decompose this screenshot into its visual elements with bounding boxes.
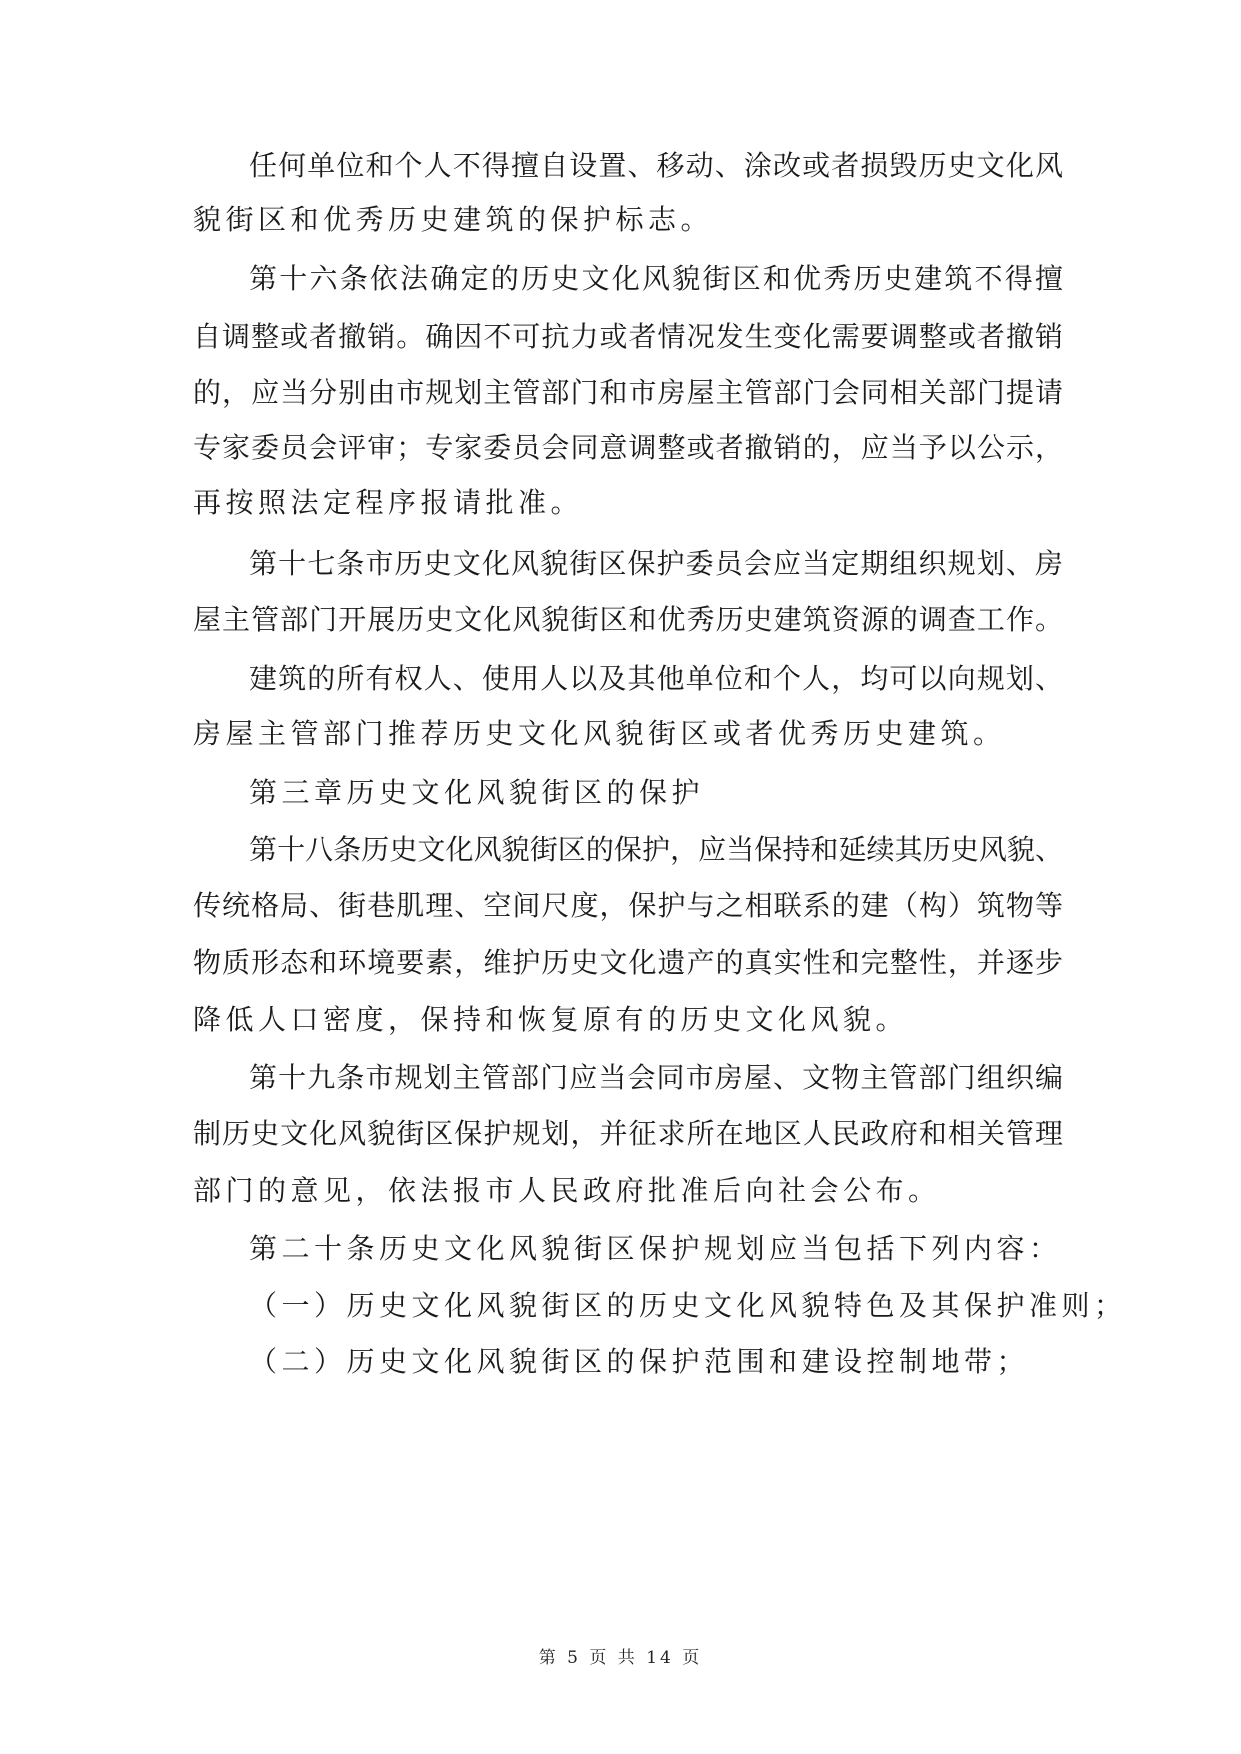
text-line-13: 第十八条历史文化风貌街区的保护，应当保持和延续其历史风貌、 — [249, 833, 1063, 866]
text-line-15: 物质形态和环境要素，维护历史文化遗产的真实性和完整性，并逐步 — [193, 946, 1063, 979]
text-line-21: （一）历史文化风貌街区的历史文化风貌特色及其保护准则； — [249, 1289, 1127, 1322]
text-line-19: 部门的意见，依法报市人民政府批准后向社会公布。 — [193, 1174, 941, 1207]
text-line-20: 第二十条历史文化风貌街区保护规划应当包括下列内容： — [249, 1232, 1062, 1265]
text-line-2: 貌街区和优秀历史建筑的保护标志。 — [193, 203, 714, 236]
text-line-9: 屋主管部门开展历史文化风貌街区和优秀历史建筑资源的调查工作。 — [193, 603, 1063, 636]
text-line-17: 第十九条市规划主管部门应当会同市房屋、文物主管部门组织编 — [249, 1061, 1063, 1094]
text-line-8: 第十七条市历史文化风貌街区保护委员会应当定期组织规划、房 — [249, 547, 1063, 580]
text-line-1: 任何单位和个人不得擅自设置、移动、涂改或者损毁历史文化风 — [249, 149, 1063, 182]
page-number-footer: 第 5 页 共 14 页 — [538, 1648, 703, 1668]
text-line-5: 的，应当分别由市规划主管部门和市房屋主管部门会同相关部门提请 — [193, 376, 1063, 409]
text-line-11: 房屋主管部门推荐历史文化风貌街区或者优秀历史建筑。 — [193, 717, 1006, 750]
text-line-10: 建筑的所有权人、使用人以及其他单位和个人，均可以向规划、 — [249, 662, 1063, 695]
text-line-18: 制历史文化风貌街区保护规划，并征求所在地区人民政府和相关管理 — [193, 1117, 1063, 1150]
text-line-14: 传统格局、街巷肌理、空间尺度，保护与之相联系的建（构）筑物等 — [193, 889, 1063, 922]
text-line-6: 专家委员会评审；专家委员会同意调整或者撤销的，应当予以公示， — [193, 431, 1063, 464]
text-line-4: 自调整或者撤销。确因不可抗力或者情况发生变化需要调整或者撤销 — [193, 320, 1063, 353]
text-line-3: 第十六条依法确定的历史文化风貌街区和优秀历史建筑不得擅 — [249, 262, 1063, 295]
chapter-heading: 第三章历史文化风貌街区的保护 — [249, 776, 705, 809]
text-line-16: 降低人口密度，保持和恢复原有的历史文化风貌。 — [193, 1003, 909, 1036]
text-line-22: （二）历史文化风貌街区的保护范围和建设控制地带； — [249, 1345, 1030, 1378]
text-line-7: 再按照法定程序报请批准。 — [193, 486, 584, 519]
